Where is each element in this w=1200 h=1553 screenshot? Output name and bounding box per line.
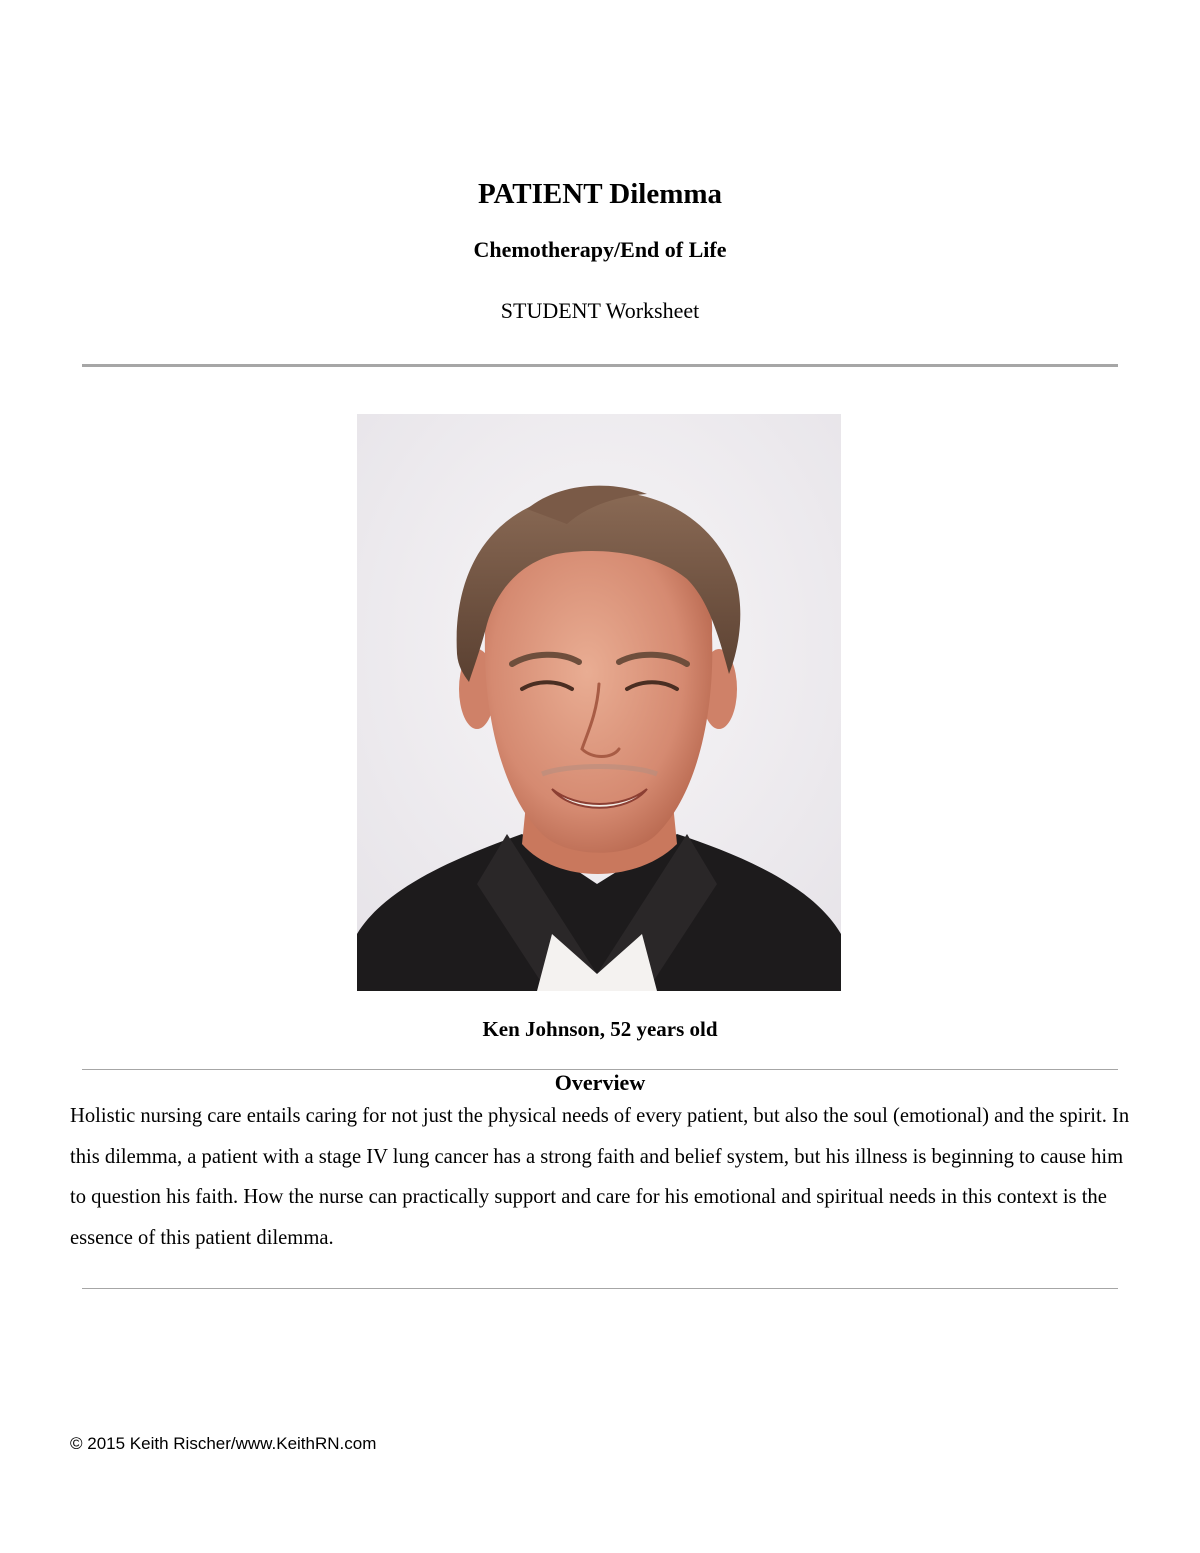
patient-photo	[357, 414, 841, 991]
overview-bottom-divider	[82, 1288, 1118, 1289]
overview-heading: Overview	[554, 1070, 646, 1095]
document-title: PATIENT Dilemma	[477, 178, 723, 210]
copyright-footer: © 2015 Keith Rischer/www.KeithRN.com	[70, 1434, 377, 1453]
document-subtitle: Chemotherapy/End of Life	[473, 237, 727, 262]
worksheet-label: STUDENT Worksheet	[500, 298, 700, 323]
header-divider	[82, 364, 1118, 367]
patient-caption: Ken Johnson, 52 years old	[482, 1017, 718, 1041]
overview-paragraph: Holistic nursing care entails caring for not just the physical needs of every patient, but also the soul (emotional) and the spirit. In this dilemma, a patient with a stage IV lung cancer has a strong faith and belief system, but his illness is beginning to cause him to question his faith. How the nurse can practically support and care for his emotional and spiritual needs in this context is the essence of this patient dilemma.	[70, 1105, 1130, 1249]
